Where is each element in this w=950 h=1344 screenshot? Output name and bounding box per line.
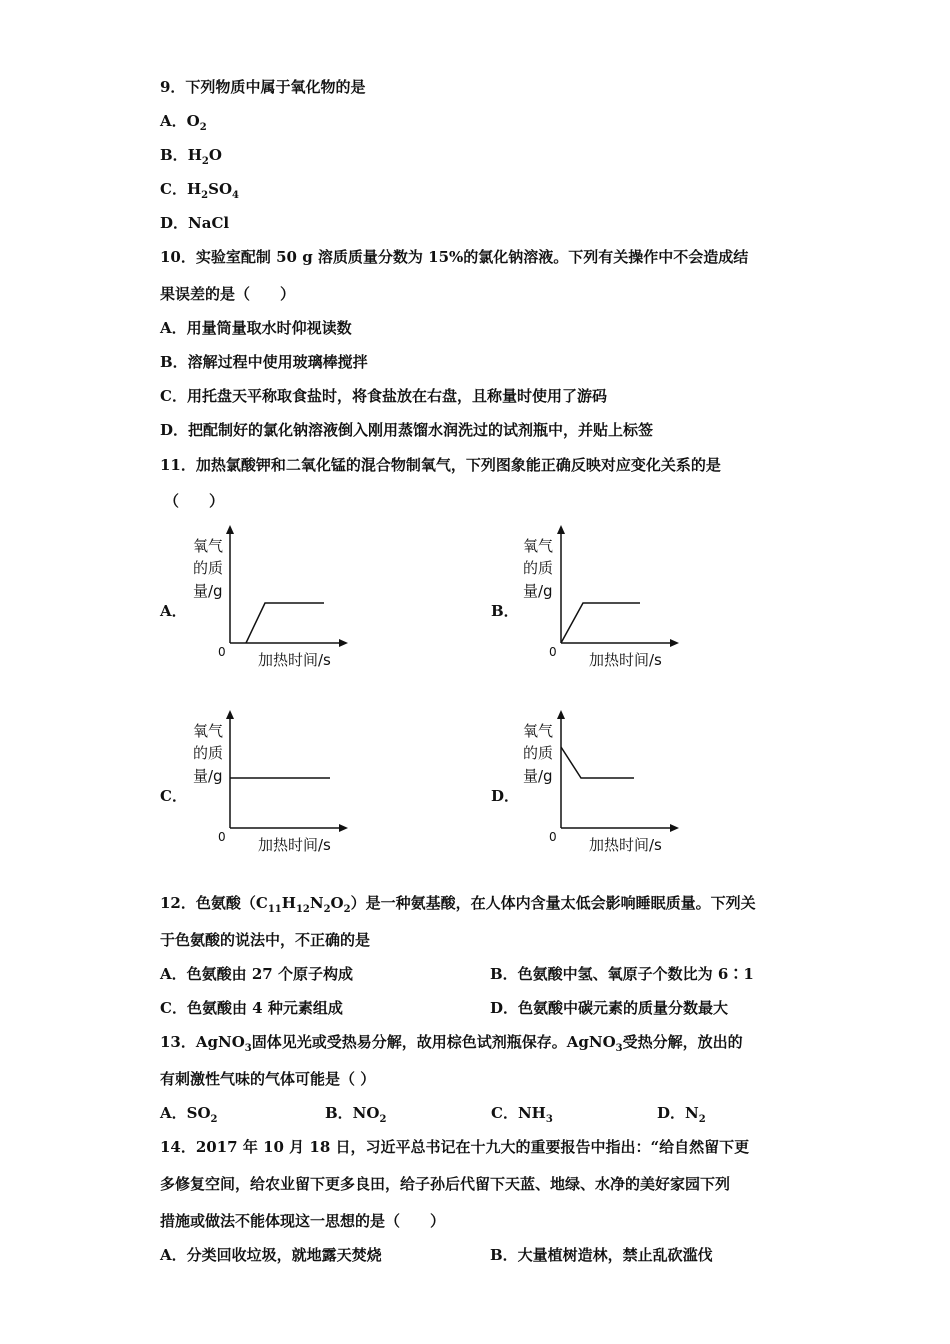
graph-ylabel-2: 的质 [523,559,554,577]
q14-stem-line1: 14．2017 年 10 月 18 日，习近平总书记在十九大的重要报告中指出：“给自然留下更 [160,1138,750,1156]
q13-stem-line2: 有刺激性气味的气体可能是（ ） [160,1070,376,1088]
q13-option-b[interactable]: B．$NO_2$ [325,1104,387,1125]
graph-origin: 0 [218,830,226,844]
q14-option-b[interactable]: B．大量植树造林，禁止乱砍滥伐 [490,1246,713,1264]
q10-option-a[interactable]: A．用量筒量取水时仰视读数 [160,319,352,337]
q13-option-c[interactable]: C．$NH_3$ [491,1104,553,1125]
q12-stem-line1: 12．色氨酸$(C_{11}H_{12}N_2O_2)$是一种氨基酸，在人体内含量太低会影响睡眠质量。下列关 [160,894,756,915]
q9-option-a[interactable]: A．$O_2$ [160,112,207,133]
graph-origin: 0 [549,645,557,659]
graph-ylabel-1: 氧气 [523,537,554,555]
q14-stem-line3: 措施或做法不能体现这一思想的是（ ） [160,1212,446,1230]
q11-option-d-label[interactable]: D． [491,787,520,805]
q9-stem: 9．下列物质中属于氧化物的是 [160,78,366,96]
graph-ylabel-3: 量/g [193,582,223,600]
q11-graph-c[interactable] [185,710,360,855]
q11-option-c-label[interactable]: C． [160,787,187,805]
q11-graph-b-curve [561,603,640,643]
graph-ylabel-1: 氧气 [523,722,554,740]
q10-option-c[interactable]: C．用托盘天平称取食盐时，将食盐放在右盘，且称量时使用了游码 [160,387,607,405]
q10-option-b[interactable]: B．溶解过程中使用玻璃棒搅拌 [160,353,368,371]
q10-stem-line1: 10．实验室配制 50 g 溶质质量分数为 15%的氯化钠溶液。下列有关操作中不会造成结 [160,248,749,266]
q11-graph-a[interactable] [185,525,360,670]
q11-stem: 11．加热氯酸钾和二氧化锰的混合物制氧气，下列图象能正确反映对应变化关系的是 [160,456,721,474]
graph-ylabel-2: 的质 [523,744,554,762]
q13-stem-line1: 13．AgNO$_3$固体见光或受热易分解，故用棕色试剂瓶保存。AgNO$_3$受热分解，放出的 [160,1033,743,1054]
q12-option-b[interactable]: B．色氨酸中氢、氧原子个数比为 6∶1 [490,965,754,983]
q11-option-a-label[interactable]: A． [160,602,187,620]
graph-xlabel: 加热时间/s [258,651,331,669]
q14-stem-line2: 多修复空间，给农业留下更多良田，给子孙后代留下天蓝、地绿、水净的美好家园下列 [160,1175,731,1193]
graph-ylabel-2: 的质 [193,559,224,577]
q11-graph-d-curve [561,747,634,778]
q12-stem-line2: 于色氨酸的说法中，不正确的是 [160,931,371,949]
graph-xlabel: 加热时间/s [258,836,331,854]
graph-origin: 0 [218,645,226,659]
graph-ylabel-3: 量/g [193,767,223,785]
q9-option-d[interactable]: D．NaCl [160,214,230,232]
graph-xlabel: 加热时间/s [589,836,662,854]
graph-ylabel-2: 的质 [193,744,224,762]
q12-option-a[interactable]: A．色氨酸由 27 个原子构成 [160,965,353,983]
q14-option-a[interactable]: A．分类回收垃圾，就地露天焚烧 [160,1246,382,1264]
q10-stem-line2: 果误差的是（ ） [160,285,296,303]
q11-graph-d[interactable] [516,710,691,855]
graph-ylabel-1: 氧气 [193,722,224,740]
graph-origin: 0 [549,830,557,844]
q12-option-c[interactable]: C．色氨酸由 4 种元素组成 [160,999,343,1017]
q9-option-c[interactable]: C．$H_2SO_4$ [160,180,239,201]
q12-option-d[interactable]: D．色氨酸中碳元素的质量分数最大 [490,999,729,1017]
q11-graph-a-curve [246,603,324,643]
graph-ylabel-3: 量/g [523,582,553,600]
graph-ylabel-1: 氧气 [193,537,224,555]
graph-ylabel-3: 量/g [523,767,553,785]
q10-option-d[interactable]: D．把配制好的氯化钠溶液倒入刚用蒸馏水润洗过的试剂瓶中，并贴上标签 [160,421,654,439]
q11-graph-b[interactable] [516,525,691,670]
q13-option-d[interactable]: D．$N_2$ [657,1104,706,1125]
graph-xlabel: 加热时间/s [589,651,662,669]
q13-option-a[interactable]: A．$SO_2$ [160,1104,218,1125]
q11-option-b-label[interactable]: B． [491,602,519,620]
q9-option-b[interactable]: B．$H_2O$ [160,146,222,167]
q11-answer-paren: （ ） [164,492,225,510]
